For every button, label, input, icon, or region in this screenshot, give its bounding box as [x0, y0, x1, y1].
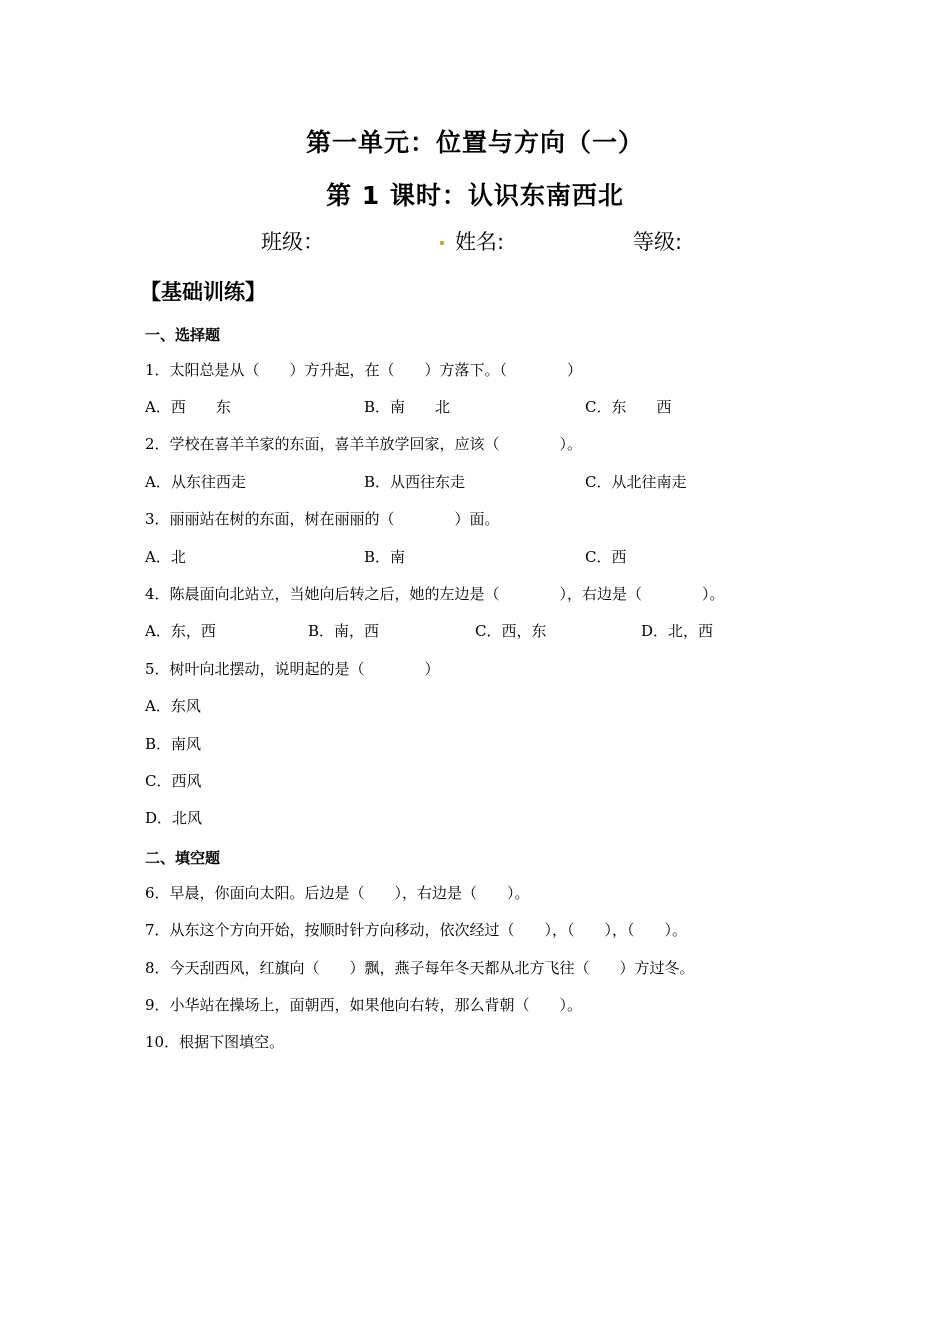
q3-option-c: C．西	[585, 548, 627, 566]
page-title: 第一单元：位置与方向（一）	[305, 128, 644, 157]
question-3: 3．丽丽站在树的东面，树在丽丽的（ ）面。	[145, 510, 500, 528]
q1-option-b: B．南 北	[364, 398, 451, 416]
dot-mark: .	[438, 226, 446, 250]
q5-option-c: C．西风	[145, 772, 202, 790]
q4-option-b: B．南，西	[308, 622, 380, 640]
q2-option-a: A．从东往西走	[145, 473, 246, 491]
question-7: 7．从东这个方向开始，按顺时针方向移动，依次经过（ ），（ ），（ ）。	[145, 921, 688, 939]
question-2: 2．学校在喜羊羊家的东面，喜羊羊放学回家，应该（ ）。	[145, 435, 583, 453]
question-10: 10．根据下图填空。	[145, 1033, 285, 1051]
question-5: 5．树叶向北摆动，说明起的是（ ）	[145, 660, 440, 678]
section-heading: 【基础训练】	[140, 280, 266, 304]
q4-option-a: A．东，西	[145, 622, 216, 640]
class-label: 班级：	[261, 230, 324, 254]
q5-option-d: D．北风	[145, 809, 203, 827]
part-heading-choice: 一、选择题	[145, 326, 221, 344]
q3-option-a: A．北	[145, 548, 186, 566]
q2-option-b: B．从西往东走	[364, 473, 466, 491]
grade-label: 等级:	[633, 230, 683, 254]
q5-option-b: B．南风	[145, 735, 202, 753]
q1-option-a: A．西 东	[145, 398, 231, 416]
q2-option-c: C．从北往南走	[585, 473, 687, 491]
q3-option-b: B．南	[364, 548, 406, 566]
lesson-subtitle: 第 1 课时：认识东南西北	[326, 181, 624, 210]
name-label: 姓名:	[455, 230, 505, 254]
q5-option-a: A．东风	[145, 697, 201, 715]
question-1: 1．太阳总是从（ ）方升起，在（ ）方落下。（ ）	[145, 361, 583, 379]
question-9: 9．小华站在操场上，面朝西，如果他向右转，那么背朝（ ）。	[145, 996, 583, 1014]
question-6: 6．早晨，你面向太阳。后边是（ ），右边是（ ）。	[145, 884, 530, 902]
q4-option-d: D．北，西	[641, 622, 714, 640]
q4-option-c: C．西，东	[475, 622, 547, 640]
q1-option-c: C．东 西	[585, 398, 672, 416]
question-8: 8．今天刮西风，红旗向（ ）飘，燕子每年冬天都从北方飞往（ ）方过冬。	[145, 959, 695, 977]
question-4: 4．陈晨面向北站立，当她向后转之后，她的左边是（ ），右边是（ ）。	[145, 585, 725, 603]
part-heading-fill: 二、填空题	[145, 849, 221, 867]
